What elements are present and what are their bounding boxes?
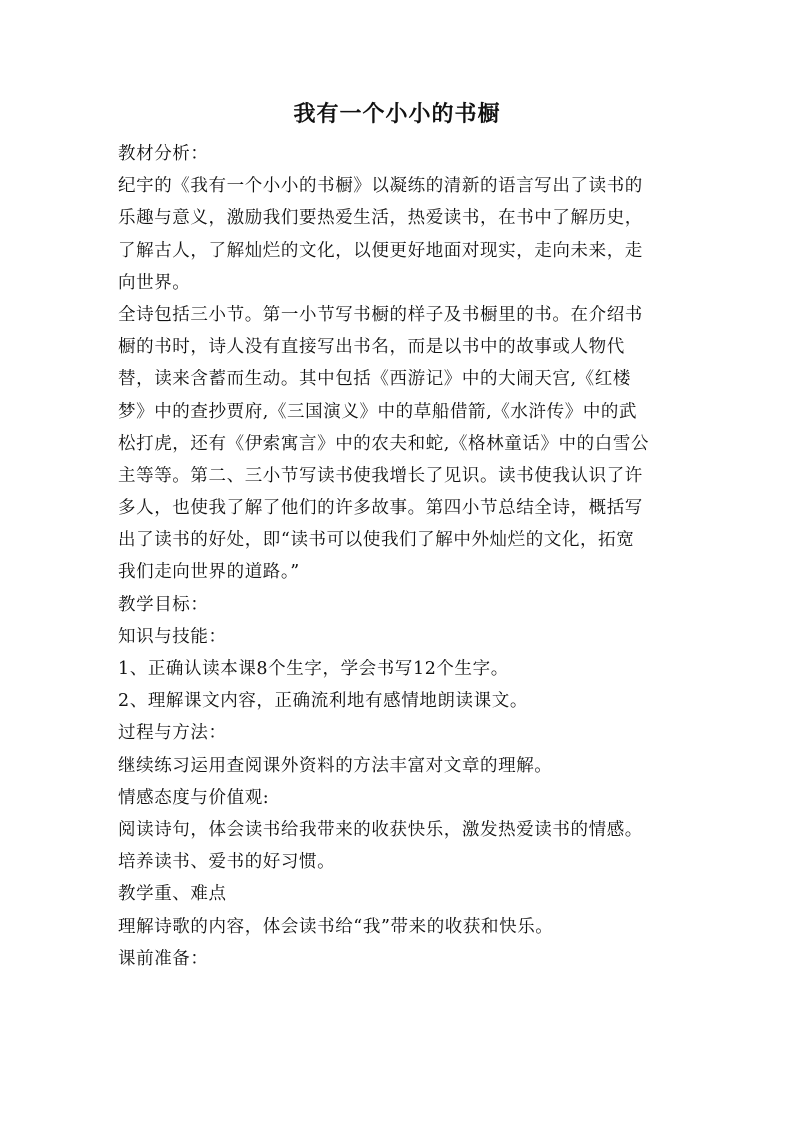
paragraph-line: 全诗包括三小节。第一小节写书橱的样子及书橱里的书。在介绍书 <box>118 304 643 325</box>
section-heading-objectives: 教学目标： <box>118 594 209 615</box>
objective-item: 2、理解课文内容，正确流利地有感情地朗读课文。 <box>118 691 528 712</box>
paragraph-line: 出了读书的好处，即“读书可以使我们了解中外灿烂的文化，拓宽 <box>118 530 635 551</box>
paragraph-line: 橱的书时，诗人没有直接写出书名，而是以书中的故事或人物代 <box>118 337 625 358</box>
section-heading-analysis: 教材分析： <box>118 144 209 164</box>
paragraph-line: 梦》中的查抄贾府,《三国演义》中的草船借箭,《水浒传》中的武 <box>118 401 638 422</box>
objective-item: 1、正确认读本课8个生字，学会书写12个生字。 <box>118 659 509 679</box>
subheading-process-methods: 过程与方法： <box>118 723 227 744</box>
document-body <box>118 138 678 975</box>
paragraph-line: 我们走向世界的道路。” <box>118 562 300 583</box>
paragraph-line: 培养读书、爱书的好习惯。 <box>118 852 336 873</box>
section-heading-key-points: 教学重、难点 <box>118 884 227 905</box>
paragraph-line: 了解古人，了解灿烂的文化，以便更好地面对现实，走向未来，走 <box>118 240 643 261</box>
paragraph-line: 阅读诗句，体会读书给我带来的收获快乐，激发热爱读书的情感。 <box>118 819 643 840</box>
paragraph-line: 纪宇的《我有一个小小的书橱》以凝练的清新的语言写出了读书的 <box>118 176 643 197</box>
paragraph-line: 多人，也使我了解了他们的许多故事。第四小节总结全诗，概括写 <box>118 498 643 519</box>
paragraph-line: 向世界。 <box>118 272 191 293</box>
paragraph-line: 替，读来含蓄而生动。其中包括《西游记》中的大闹天宫,《红楼 <box>118 369 631 390</box>
paragraph-line: 理解诗歌的内容，体会读书给“我”带来的收获和快乐。 <box>118 916 554 937</box>
document-title: 我有一个小小的书橱 <box>293 101 501 127</box>
section-heading-preparation: 课前准备： <box>118 948 209 969</box>
subheading-knowledge-skills: 知识与技能： <box>118 626 227 647</box>
paragraph-line: 主等等。第二、三小节写读书使我增长了见识。读书使我认识了许 <box>118 465 643 486</box>
paragraph-line: 乐趣与意义，激励我们要热爱生活，热爱读书，在书中了解历史， <box>118 208 643 229</box>
subheading-emotion-values: 情感态度与价值观: <box>118 787 270 808</box>
paragraph-line: 继续练习运用查阅课外资料的方法丰富对文章的理解。 <box>118 755 553 776</box>
paragraph-line: 松打虎，还有《伊索寓言》中的农夫和蛇,《格林童话》中的白雪公 <box>118 433 650 454</box>
